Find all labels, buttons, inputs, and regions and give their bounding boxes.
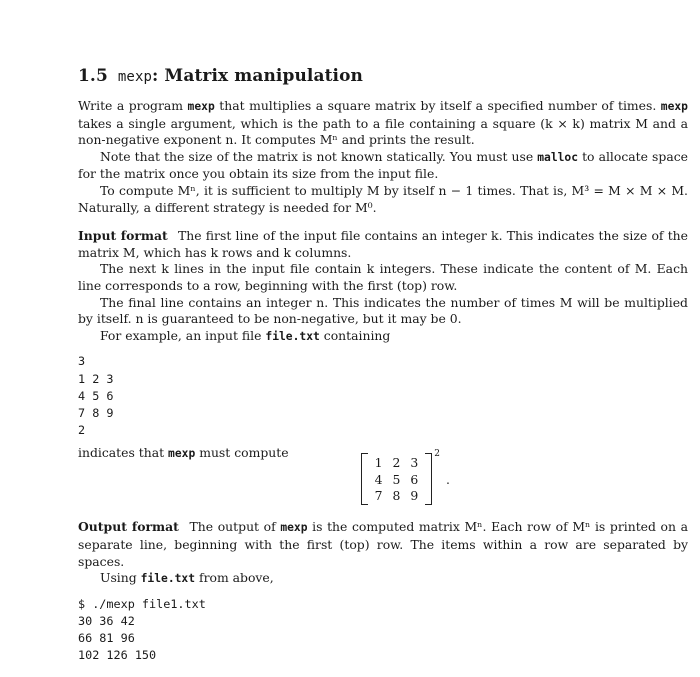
matrix-example xyxy=(78,445,688,505)
matrix-cell: 9 xyxy=(410,488,419,504)
inline-code: file.txt xyxy=(140,572,196,586)
text-run: is the computed matrix Mⁿ. Each row of Mⁿ is printed on a separate line, beginning with the first (top) row. The items within a row are separated by spaces. xyxy=(78,519,688,569)
intro-paragraph-3: To compute Mⁿ, it is sufficient to multiply M by itself n − 1 times. That is, M³ = M × M × M. Naturally, a different strategy is needed for M⁰. xyxy=(78,182,688,215)
inline-code: mexp xyxy=(280,521,308,535)
text-run: Note that the size of the matrix is not known statically. You must use xyxy=(100,148,538,164)
output-format-heading: Output format xyxy=(78,519,179,535)
matrix-row xyxy=(370,471,424,488)
section-number: 1.5 xyxy=(78,66,108,86)
matrix-table xyxy=(370,454,424,504)
input-format-paragraph-2: The next k lines in the input file contain k integers. These indicate the content of M. Each line corresponds to a row, beginning with the first (top) row. xyxy=(78,261,688,293)
compute-sentence xyxy=(78,445,289,463)
matrix-period: . xyxy=(446,471,450,487)
text-run: Using xyxy=(100,570,141,586)
matrix-row xyxy=(370,487,424,504)
text-run: must compute xyxy=(195,445,289,461)
section-title xyxy=(78,66,688,86)
matrix-row xyxy=(370,454,424,471)
example-input-file: 3 1 2 3 4 5 6 7 8 9 2 xyxy=(78,354,114,438)
intro-paragraph-1 xyxy=(78,98,688,149)
document-page xyxy=(78,66,688,671)
matrix-expression xyxy=(361,449,450,505)
text-run: For example, an input file xyxy=(100,327,266,343)
inline-code: file.txt xyxy=(265,329,320,343)
text-run: takes a single argument, which is the path to a file containing a square (k × k) matrix M and a non-negative exponent n. It computes Mⁿ and prints the result. xyxy=(78,115,688,148)
input-format-paragraph-1 xyxy=(78,228,688,261)
matrix-cell: 5 xyxy=(392,471,401,487)
matrix-cell: 6 xyxy=(410,471,419,487)
left-bracket xyxy=(361,453,368,505)
text-run: from above, xyxy=(195,570,274,586)
text-run: containing xyxy=(319,327,391,343)
output-format-paragraph-1 xyxy=(78,519,688,570)
inline-code: mexp xyxy=(168,447,196,461)
inline-code: mexp xyxy=(187,100,215,113)
text-run: to allocate space for the matrix once you obtain its size from the input file. xyxy=(78,148,688,182)
text-run: The first line of the input file contains an integer k. This indicates the size of the matrix M, which has k rows and k columns. xyxy=(78,228,688,260)
matrix-cell: 8 xyxy=(392,488,401,504)
input-format-heading: Input format xyxy=(78,228,168,244)
inline-code: mexp xyxy=(660,100,688,113)
inline-code: malloc xyxy=(537,150,579,164)
matrix-cell: 1 xyxy=(374,455,383,471)
text-run: The output of xyxy=(189,519,281,535)
matrix-cell: 3 xyxy=(410,455,419,471)
matrix-exponent: 2 xyxy=(434,449,440,460)
matrix-cell: 4 xyxy=(374,471,383,487)
intro-paragraph-2 xyxy=(78,149,688,183)
matrix-cell: 7 xyxy=(374,488,383,504)
section-title-text: : Matrix manipulation xyxy=(152,66,364,86)
matrix-cell: 2 xyxy=(392,455,401,471)
section-title-code: mexp xyxy=(117,69,153,85)
text-run: indicates that xyxy=(78,445,169,461)
text-run: Write a program xyxy=(78,98,188,113)
input-format-paragraph-3: The final line contains an integer n. This indicates the number of times M will be multiplied by itself. n is guaranteed to be non-negative, but it may be 0. xyxy=(78,294,688,327)
right-bracket xyxy=(425,453,432,505)
text-run: that multiplies a square matrix by itself a specified number of times. xyxy=(214,98,661,113)
input-format-paragraph-4 xyxy=(78,328,688,346)
output-format-paragraph-2 xyxy=(78,570,688,588)
example-output: $ ./mexp file1.txt 30 36 42 66 81 96 102 126 150 xyxy=(78,596,206,663)
